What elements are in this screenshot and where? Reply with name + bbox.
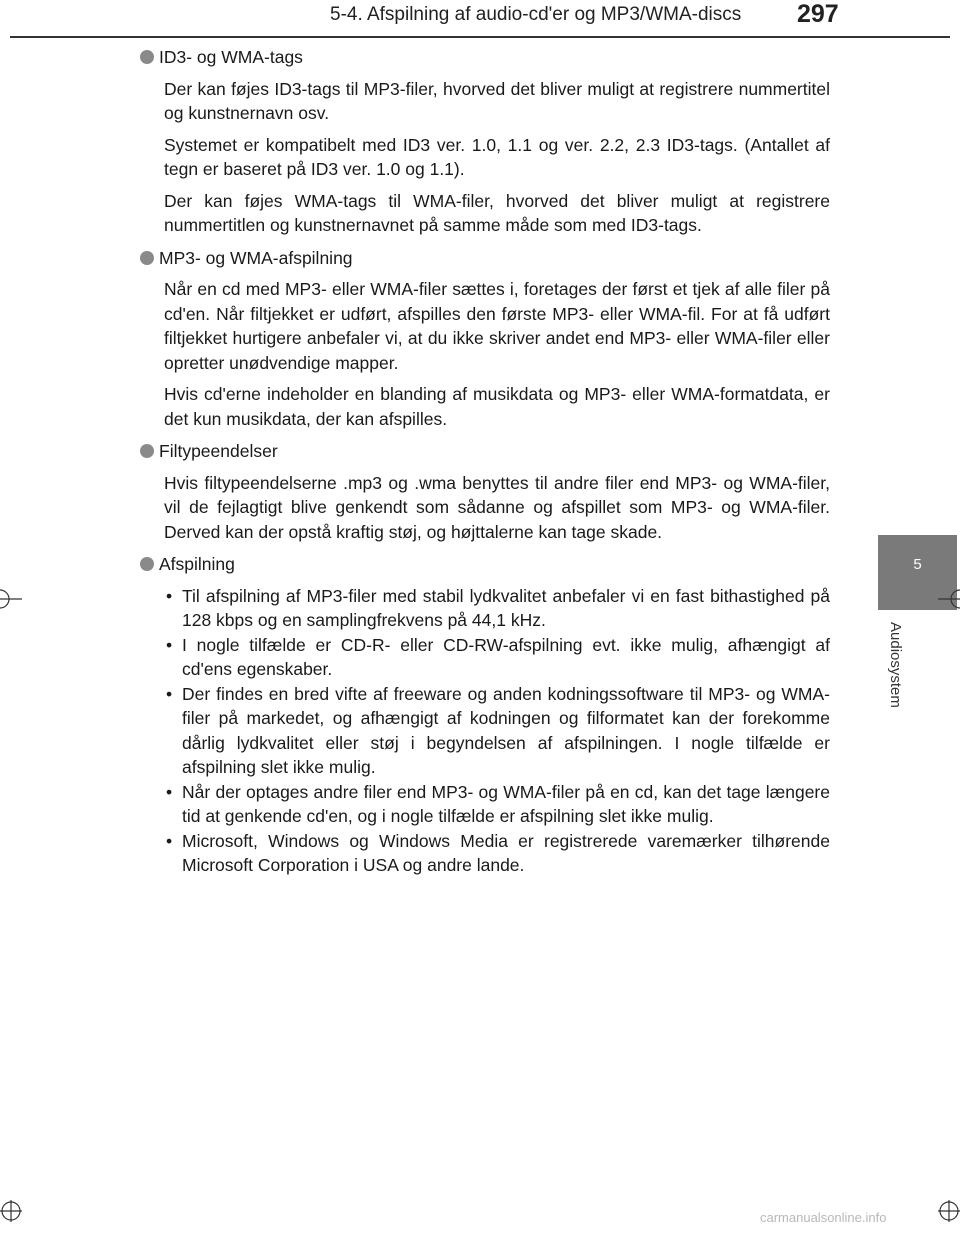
chapter-label: Audiosystem	[887, 622, 904, 708]
page-content	[140, 45, 830, 886]
corner-mark-icon	[0, 1200, 22, 1222]
list-item: • Når der optages andre filer end MP3- og WMA-filer på en cd, kan det tage længere tid at genkende cd'en, og i nogle tilfælde er afspilning slet ikke mulig.	[164, 780, 830, 829]
registration-mark-icon	[0, 588, 22, 610]
watermark: carmanualsonline.info	[760, 1210, 887, 1225]
heading-text: ID3- og WMA-tags	[159, 47, 303, 67]
paragraph: Systemet er kompatibelt med ID3 ver. 1.0, 1.1 og ver. 2.2, 2.3 ID3-tags. (Antallet af tegn er baseret på ID3 ver. 1.0 og 1.1).	[164, 134, 830, 179]
section-id3-tags	[140, 45, 830, 238]
list-item: • Der findes en bred vifte af freeware og anden kodningssoftware til MP3- og WMA-filer på markedet, og afhængigt af kodningen og filformatet kan der forekomme dårlig lydkvalitet eller støj i begyndelsen af afspilningen. I nogle tilfælde er afspilning slet ikke mulig.	[164, 682, 830, 780]
corner-mark-icon	[938, 1200, 960, 1222]
section-mp3-wma-playback	[140, 246, 830, 432]
paragraph: Der kan føjes ID3-tags til MP3-filer, hvorved det bliver muligt at registrere nummertitel og kunstnernavn osv.	[164, 78, 830, 123]
paragraph: Når en cd med MP3- eller WMA-filer sættes i, foretages der først et tjek af alle filer på cd'en. Når filtjekket er udført, afspilles den første MP3- eller WMA-fil. For at få udført filtjekket hurtigere anbefaler vi, at du ikke skriver andet end MP3- eller WMA-filer eller opretter unødvendige mapper.	[164, 279, 830, 373]
section-heading	[140, 439, 830, 464]
registration-mark-icon	[938, 588, 960, 610]
bullet-dot-icon	[140, 444, 154, 458]
bullet-dot-icon	[140, 50, 154, 64]
chapter-number: 5	[913, 556, 922, 573]
bullet-dot-icon	[140, 251, 154, 265]
list-item: • Microsoft, Windows og Windows Media er registrerede varemærker tilhørende Microsoft Corporation i USA og andre lande.	[164, 829, 830, 878]
section-file-extensions	[140, 439, 830, 544]
paragraph: Der kan føjes WMA-tags til WMA-filer, hvorved det bliver muligt at registrere nummertitlen og kunstnernavnet på samme måde som med ID3-tags.	[164, 190, 830, 235]
section-heading	[140, 246, 830, 271]
list-item: • Til afspilning af MP3-filer med stabil lydkvalitet anbefaler vi en fast bithastighed på 128 kbps og en samplingfrekvens på 44,1 kHz.	[164, 584, 830, 633]
section-playback	[140, 552, 830, 878]
bullet-list	[164, 584, 830, 878]
section-heading	[140, 45, 830, 70]
heading-text: MP3- og WMA-afspilning	[159, 247, 353, 268]
page-number: 297	[797, 0, 839, 28]
list-item: • I nogle tilfælde er CD-R- eller CD-RW-afspilning evt. ikke mulig, afhængigt af cd'ens egenskaber.	[164, 633, 830, 682]
bullet-dot-icon	[140, 557, 154, 571]
header-divider	[10, 36, 950, 38]
heading-text: Filtypeendelser	[159, 441, 278, 461]
heading-text: Afspilning	[159, 554, 235, 574]
paragraph: Hvis cd'erne indeholder en blanding af musikdata og MP3- eller WMA-formatdata, er det kun musikdata, der kan afspilles.	[164, 384, 830, 429]
paragraph: Hvis filtypeendelserne .mp3 og .wma benyttes til andre filer end MP3- og WMA-filer, vil de fejlagtigt blive genkendt som sådanne og afspillet som MP3- og WMA-filer. Derved kan der opstå kraftig støj, og højttalerne kan tage skade.	[164, 472, 830, 542]
section-title: 5-4. Afspilning af audio-cd'er og MP3/WMA-discs	[330, 4, 742, 25]
section-heading	[140, 552, 830, 577]
